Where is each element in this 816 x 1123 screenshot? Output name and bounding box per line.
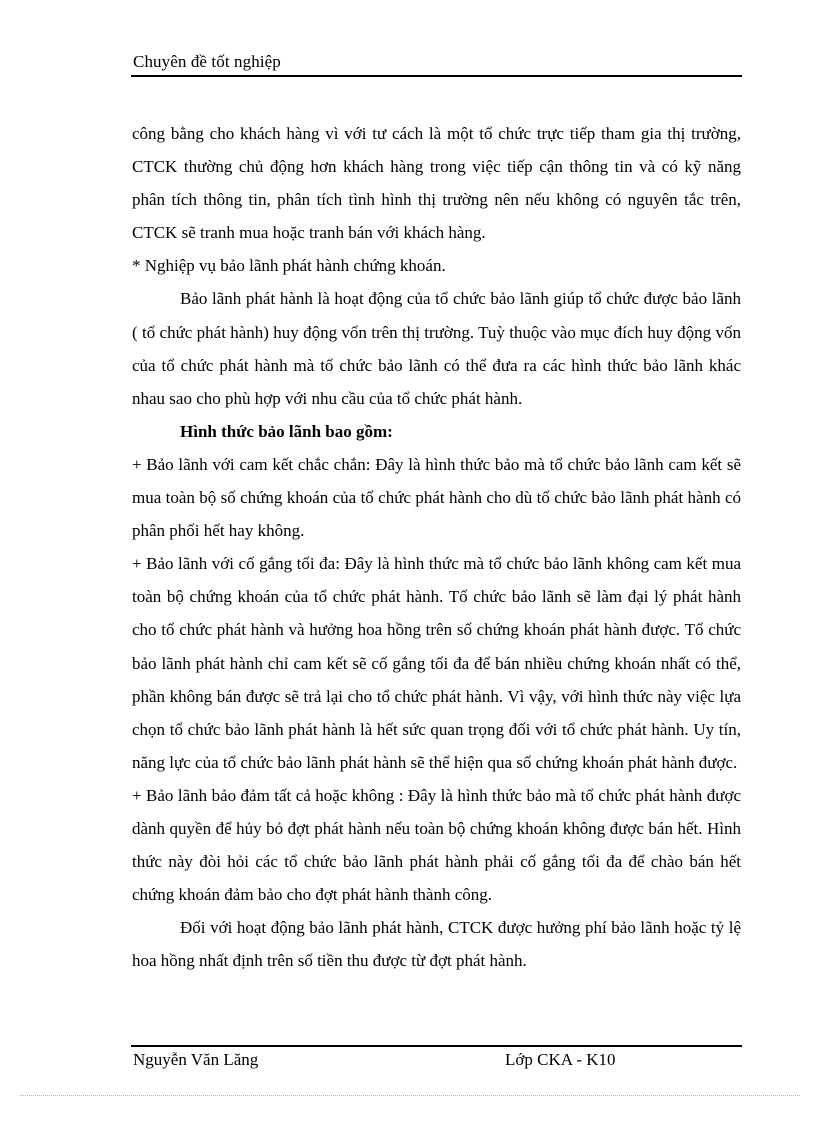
list-item-firm-commitment: + Bảo lãnh với cam kết chắc chắn: Đây là hình thức bảo mà tổ chức bảo lãnh cam kết sẽ mua toàn bộ số chứng khoán của tổ chức phát hành cho dù tổ chức bảo lãnh phát hành có phân phối hết hay không. [132, 454, 741, 541]
paragraph-continuation: công bằng cho khách hàng vì với tư cách là một tổ chức trực tiếp tham gia thị trường, CTCK thường chủ động hơn khách hàng trong việc tiếp cận thông tin và có kỹ năng phân tích thông tin, phân tích tình hình thị trường nên nếu không có nguyên tắc trên, CTCK sẽ tranh mua hoặc tranh bán với khách hàng. [132, 124, 741, 243]
subheading-underwriting-forms: Hình thức bảo lãnh bao gồm: [180, 421, 393, 441]
document-body [132, 117, 741, 977]
list-item-best-efforts: + Bảo lãnh với cố gắng tối đa: Đây là hình thức mà tổ chức bảo lãnh không cam kết mua toàn bộ chứng khoán của tổ chức phát hành. Tổ chức bảo lãnh sẽ làm đại lý phát hành cho tổ chức phát hành và hưởng hoa hồng trên số chứng khoán phát hành được. Tổ chức bảo lãnh phát hành chỉ cam kết sẽ cố gắng tối đa để bán nhiều chứng khoán nhất có thể, phần không bán được sẽ trả lại cho tổ chức phát hành. Vì vậy, với hình thức này việc lựa chọn tổ chức bảo lãnh phát hành là hết sức quan trọng đối với tổ chức phát hành. Uy tín, năng lực của tổ chức bảo lãnh phát hành sẽ thể hiện qua số chứng khoán phát hành được. [132, 554, 741, 772]
header-divider [131, 75, 742, 77]
footer-author: Nguyễn Văn Lăng [133, 1050, 259, 1069]
footer-class-label: Lớp CKA - K10 [505, 1050, 616, 1069]
list-item-all-or-none: + Bảo lãnh bảo đảm tất cả hoặc không : Đây là hình thức bảo mà tổ chức phát hành được dành quyền để hủy bỏ đợt phát hành nếu toàn bộ chứng khoán không được bán hết. Hình thức này đòi hỏi các tổ chức bảo lãnh phát hành phải cố gắng tối đa để chào bán hết chứng khoán đảm bảo cho đợt phát hành thành công. [132, 785, 741, 905]
page-bottom-border [20, 1095, 800, 1096]
page-header-title: Chuyên đề tốt nghiệp [133, 52, 281, 71]
paragraph-underwriting-fees: Đối với hoạt động bảo lãnh phát hành, CTCK được hưởng phí bảo lãnh hoặc tỷ lệ hoa hồng nhất định trên số tiền thu được từ đợt phát hành. [132, 918, 741, 971]
paragraph-underwriting-definition: Bảo lãnh phát hành là hoạt động của tổ chức bảo lãnh giúp tổ chức được bảo lãnh ( tổ chức phát hành) huy động vốn trên thị trường. Tuỳ thuộc vào mục đích huy động vốn của tổ chức phát hành mà tổ chức bảo lãnh có thể đưa ra các hình thức bảo lãnh khác nhau sao cho phù hợp với nhu cầu của tổ chức phát hành. [132, 289, 741, 408]
section-heading-underwriting: * Nghiệp vụ bảo lãnh phát hành chứng khoán. [132, 256, 446, 276]
footer-divider [131, 1045, 742, 1047]
